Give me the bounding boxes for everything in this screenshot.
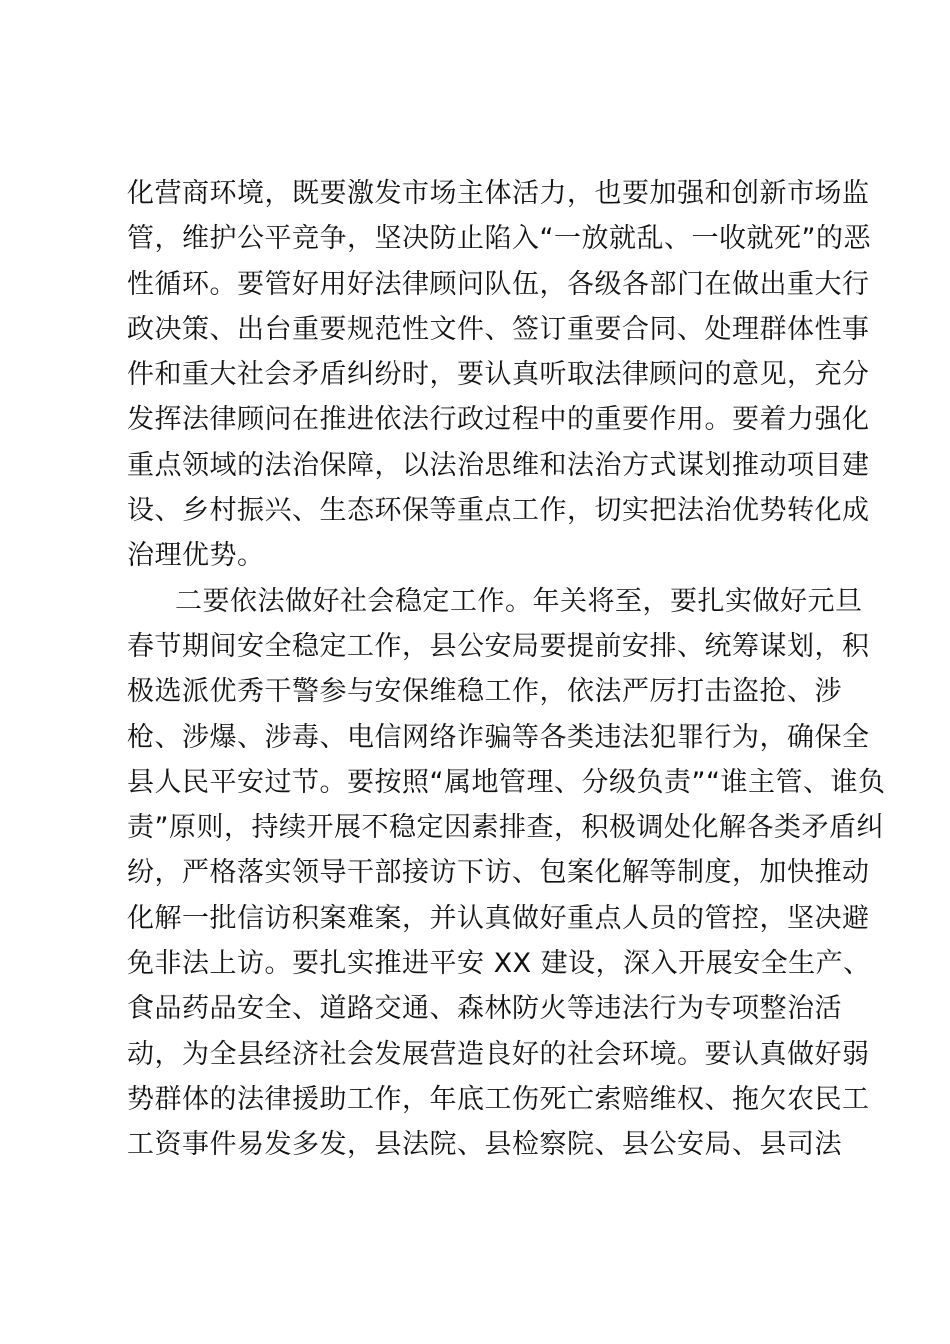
- text-line: 管，维护公平竞争，坚决防止陷入“一放就乱、一收就死”的恶: [127, 223, 871, 255]
- text-line: 纷，严格落实领导干部接访下访、包案化解等制度，加快推动: [127, 857, 870, 889]
- text-line: 性循环。要管好用好法律顾问队伍，各级各部门在做出重大行: [127, 268, 870, 300]
- text-line: 化营商环境，既要激发市场主体活力，也要加强和创新市场监: [127, 178, 870, 209]
- text-line: 发挥法律顾问在推进依法行政过程中的重要作用。要着力强化: [127, 404, 870, 436]
- text-line: 枪、涉爆、涉毒、电信网络诈骗等各类违法犯罪行为，确保全: [127, 721, 870, 753]
- text-line: 春节期间安全稳定工作，县公安局要提前安排、统筹谋划，积: [127, 630, 870, 662]
- text-line: 责”原则，持续开展不稳定因素排查，积极调处化解各类矛盾纠: [127, 812, 884, 844]
- text-line: 势群体的法律援助工作，年底工伤死亡索赔维权、拖欠农民工: [127, 1083, 870, 1115]
- body-text: [127, 171, 886, 1168]
- text-line: 件和重大社会矛盾纠纷时，要认真听取法律顾问的意见，充分: [127, 359, 870, 391]
- text-line: 食品药品安全、道路交通、森林防火等违法行为专项整治活: [127, 993, 842, 1025]
- text-line: 免非法上访。要扎实推进平安 XX 建设，深入开展安全生产、: [127, 948, 871, 980]
- text-line: 政决策、出台重要规范性文件、签订重要合同、处理群体性事: [127, 313, 870, 345]
- text-line: 动，为全县经济社会发展营造良好的社会环境。要认真做好弱: [127, 1038, 870, 1070]
- text-line: 工资事件易发多发，县法院、县检察院、县公安局、县司法: [127, 1129, 842, 1161]
- text-line: 重点领域的法治保障，以法治思维和法治方式谋划推动项目建: [127, 449, 870, 481]
- text-line: 县人民平安过节。要按照“属地管理、分级负责”“谁主管、谁负: [127, 766, 886, 798]
- text-line: 化解一批信访积案难案，并认真做好重点人员的管控，坚决避: [127, 902, 870, 934]
- text-line: 极选派优秀干警参与安保维稳工作，依法严厉打击盗抢、涉: [127, 676, 842, 708]
- text-line: 设、乡村振兴、生态环保等重点工作，切实把法治优势转化成: [127, 495, 870, 527]
- paragraph-start-line: 二要依法做好社会稳定工作。年关将至，要扎实做好元旦: [175, 585, 863, 617]
- text-line: 治理优势。: [127, 540, 265, 572]
